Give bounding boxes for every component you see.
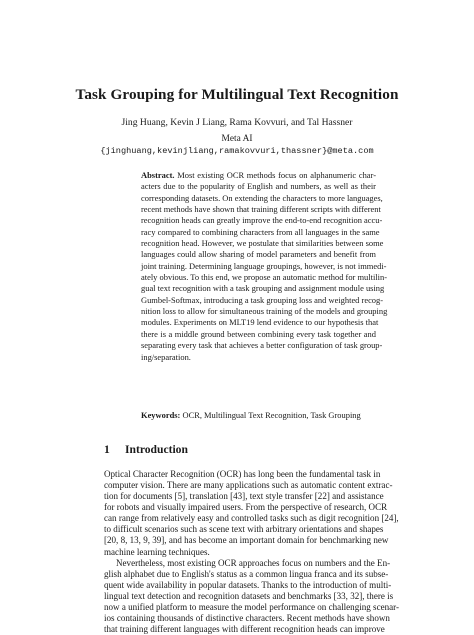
- keywords-text: OCR, Multilingual Text Recognition, Task Grouping: [182, 410, 361, 420]
- body-line: ios containing thousands of distinctive characters. Recent methods have shown: [104, 613, 390, 624]
- body-line: now a unified platform to measure the model performance on challenging scenar-: [104, 601, 399, 612]
- body-line: that training different languages with different recognition heads can improve: [104, 624, 385, 635]
- body-line: Optical Character Recognition (OCR) has long been the fundamental task in: [104, 469, 381, 479]
- abstract-line: racy compared to combining characters from all languages in the same: [141, 226, 380, 237]
- abstract-line: languages could allow sharing of model parameters and benefit from: [141, 249, 376, 260]
- abstract: [141, 170, 388, 363]
- abstract-line: ing/separation.: [141, 351, 191, 362]
- body-line: can range from relatively easy and controlled tasks such as digit recognition [24],: [104, 513, 399, 524]
- abstract-line: nition loss to allow for simultaneous training of the models and grouping: [141, 306, 388, 317]
- abstract-label: Abstract.: [141, 170, 175, 180]
- body-text: [104, 469, 399, 635]
- body-line: computer vision. There are many applications such as automatic content extrac-: [104, 480, 393, 491]
- abstract-line: there is a middle ground between combining every task together and: [141, 328, 376, 339]
- affiliation: Meta AI: [221, 134, 253, 144]
- abstract-line: joint training. Determining language groupings, however, is not immedi-: [141, 260, 387, 271]
- section-number: 1: [104, 443, 110, 456]
- abstract-line: Abstract. Most existing OCR methods focus on alphanumeric char-: [141, 170, 377, 180]
- abstract-line: ately obvious. To this end, we propose an automatic method for multilin-: [141, 272, 388, 283]
- body-line: to difficult scenarios such as scene text with arbitrary orientations and shapes: [104, 524, 384, 535]
- section-title: Introduction: [125, 443, 188, 456]
- section-heading: [104, 443, 188, 456]
- author-list: Jing Huang, Kevin J Liang, Rama Kovvuri, and Tal Hassner: [121, 117, 353, 128]
- body-line: quent wide availability in popular datasets. Thanks to the introduction of multi-: [104, 579, 392, 590]
- keywords-label: Keywords:: [141, 410, 181, 420]
- body-line: glish alphabet due to English's status as a common lingua franca and its subse-: [104, 568, 389, 579]
- abstract-line: Gumbel-Softmax, introducing a task grouping loss and weighted recog-: [141, 294, 384, 305]
- abstract-line: corresponding datasets. On extending the characters to more languages,: [141, 192, 383, 203]
- abstract-line: gual text recognition with a task grouping and assignment module using: [141, 283, 385, 294]
- abstract-line: recognition heads can greatly improve the end-to-end recognition accu-: [141, 215, 383, 226]
- body-line: lingual text detection and recognition datasets and benchmarks [33, 32], there is: [104, 590, 394, 601]
- body-line: Nevertheless, most existing OCR approaches focus on numbers and the En-: [116, 557, 391, 568]
- body-line: machine learning techniques.: [104, 546, 210, 557]
- abstract-line: recognition head. However, we postulate that similarities between some: [141, 238, 384, 249]
- author-emails: {jinghuang,kevinjliang,ramakovvuri,thassner}@meta.com: [100, 146, 374, 156]
- body-line: tion for documents [5], translation [43], text style transfer [22] and assistance: [104, 491, 384, 502]
- abstract-line: acters due to the popularity of English and numbers, as well as their: [141, 181, 376, 192]
- abstract-line: recent methods have shown that training different scripts with different: [141, 204, 381, 215]
- abstract-line: modules. Experiments on MLT19 lend evidence to our hypothesis that: [141, 317, 379, 328]
- paper-title: Task Grouping for Multilingual Text Recognition: [75, 86, 399, 103]
- keywords: [141, 410, 376, 421]
- abstract-line: separating every task that achieves a better configuration of task group-: [141, 340, 383, 351]
- body-line: [20, 8, 13, 9, 39], and has become an important domain for benchmarking new: [104, 535, 389, 546]
- body-line: for robots and visually impaired users. From the perspective of research, OCR: [104, 502, 388, 513]
